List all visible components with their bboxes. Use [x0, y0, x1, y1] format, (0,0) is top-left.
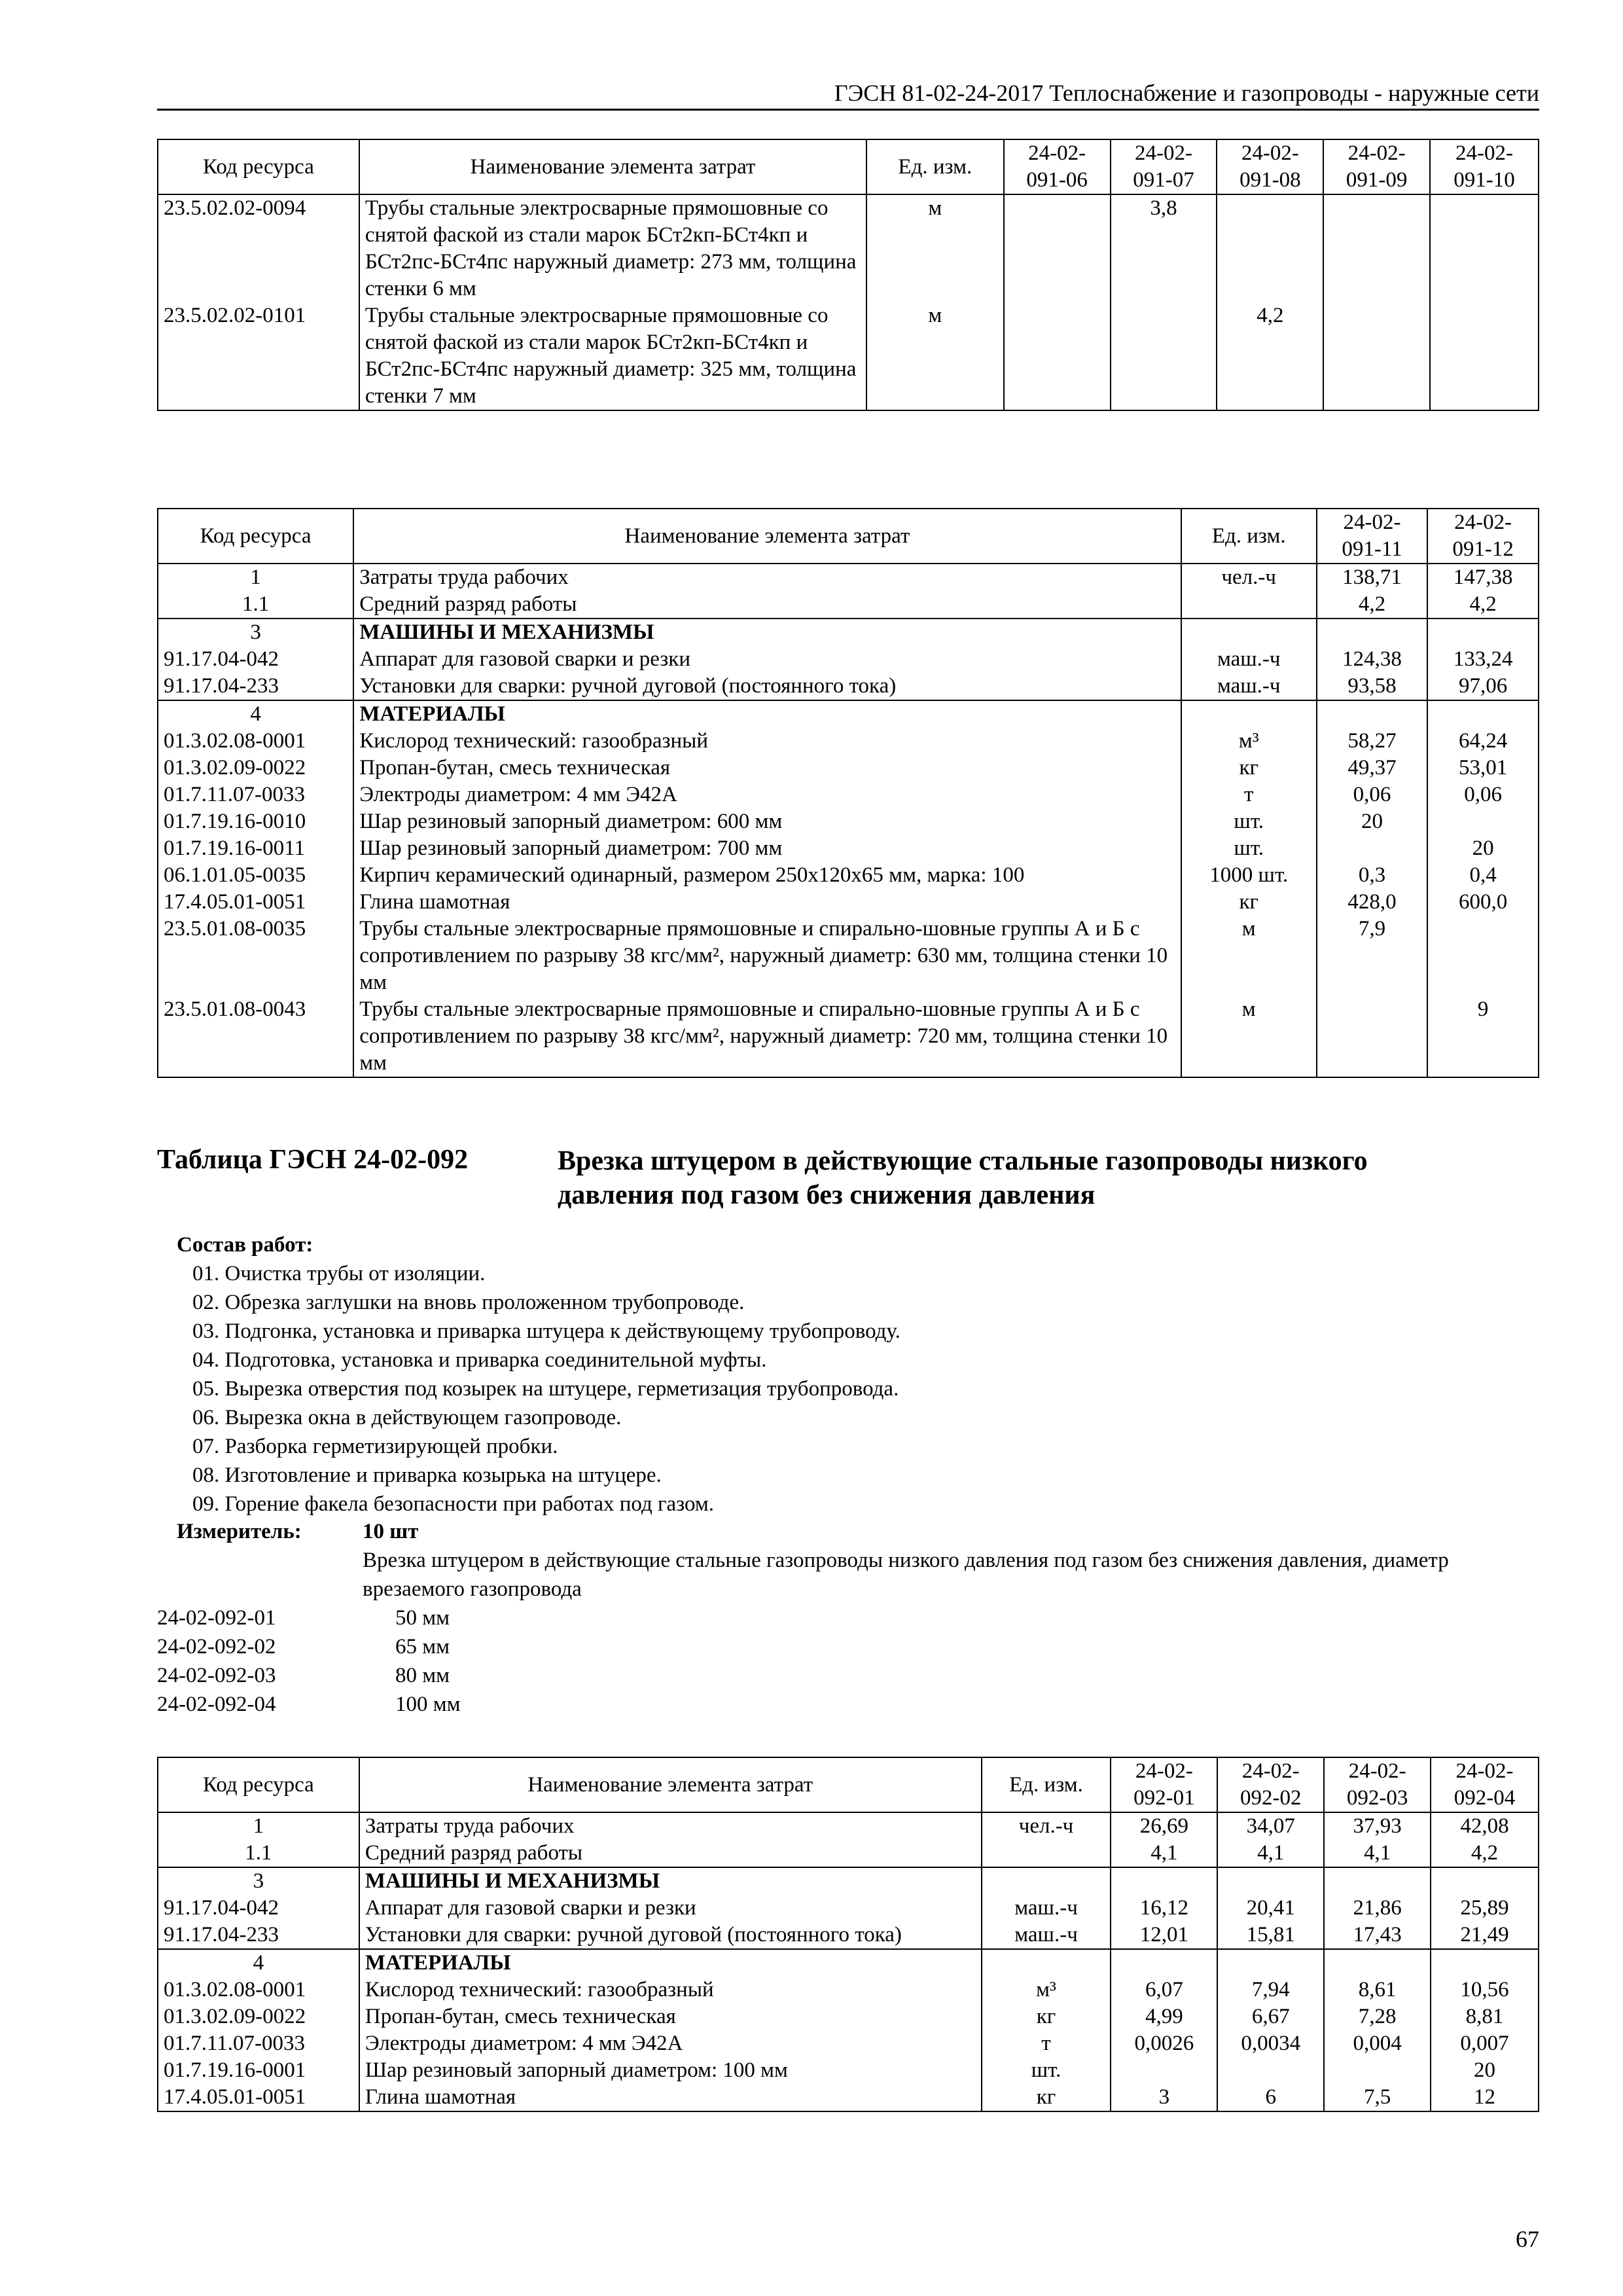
table-row — [158, 194, 1539, 302]
table-row — [158, 889, 1539, 916]
resource-value: 6,67 — [1217, 2003, 1324, 2030]
col-unit-header: Ед. изм. — [1181, 509, 1317, 564]
col-name-header: Наименование элемента затрат — [359, 139, 866, 194]
table-header-row — [158, 509, 1539, 564]
resource-unit: м³ — [1181, 728, 1317, 755]
resource-value — [1111, 1867, 1217, 1895]
col-unit-header: Ед. изм. — [982, 1757, 1111, 1812]
meter-item — [157, 1690, 1539, 1719]
resource-value: 10,56 — [1431, 1977, 1539, 2003]
resource-code: 01.3.02.09-0022 — [158, 2003, 359, 2030]
resource-value — [1427, 916, 1539, 996]
resource-value — [1323, 302, 1430, 410]
resource-value: 58,27 — [1317, 728, 1428, 755]
meter-item-value: 80 мм — [395, 1664, 450, 1687]
col-norm-header: 24-02- 091-12 — [1427, 509, 1539, 564]
resource-name: Кирпич керамический одинарный, размером 250x120x65 мм, марка: 100 — [353, 862, 1181, 889]
resource-code: 17.4.05.01-0051 — [158, 889, 353, 916]
resource-code: 17.4.05.01-0051 — [158, 2084, 359, 2111]
resource-value — [1004, 302, 1111, 410]
works-item: 03. Подгонка, установка и приварка штуцера к действующему трубопроводу. — [192, 1319, 901, 1343]
resource-unit: м — [866, 194, 1004, 302]
resource-code: 06.1.01.05-0035 — [158, 862, 353, 889]
resource-value: 6,07 — [1111, 1977, 1217, 2003]
meter-item-code: 24-02-092-03 — [157, 1664, 276, 1687]
resource-value: 16,12 — [1111, 1895, 1217, 1922]
table-row — [158, 808, 1539, 835]
resource-value: 428,0 — [1317, 889, 1428, 916]
resource-value: 8,81 — [1431, 2003, 1539, 2030]
meter-item — [157, 1604, 1539, 1632]
resource-value: 6 — [1217, 2084, 1324, 2111]
resource-unit: м³ — [982, 1977, 1111, 2003]
resource-value: 7,9 — [1317, 916, 1428, 996]
resource-value: 600,0 — [1427, 889, 1539, 916]
resource-value: 97,06 — [1427, 673, 1539, 700]
running-header: ГЭСН 81-02-24-2017 Теплоснабжение и газопроводы - наружные сети — [157, 77, 1539, 111]
resource-unit: маш.-ч — [982, 1922, 1111, 1949]
col-name-header: Наименование элемента затрат — [359, 1757, 982, 1812]
resource-value: 20,41 — [1217, 1895, 1324, 1922]
resource-value: 12,01 — [1111, 1922, 1217, 1949]
resource-name: Глина шамотная — [353, 889, 1181, 916]
col-norm-header: 24-02- 091-11 — [1317, 509, 1428, 564]
meter-item — [157, 1632, 1539, 1661]
resource-value: 0,004 — [1324, 2030, 1431, 2057]
resource-unit: маш.-ч — [1181, 673, 1317, 700]
resource-name: Установки для сварки: ручной дуговой (постоянного тока) — [359, 1922, 982, 1949]
table-row — [158, 1812, 1539, 1840]
table-row — [158, 1949, 1539, 1977]
table-row — [158, 1840, 1539, 1867]
resource-name: Кислород технический: газообразный — [359, 1977, 982, 2003]
meter-value: 10 шт — [363, 1520, 419, 1543]
table-row — [158, 1867, 1539, 1895]
resource-value: 4,1 — [1324, 1840, 1431, 1867]
resource-value: 133,24 — [1427, 646, 1539, 673]
resource-value — [1430, 194, 1539, 302]
resource-name: МАШИНЫ И МЕХАНИЗМЫ — [353, 619, 1181, 646]
resource-value — [1317, 619, 1428, 646]
page-number: 67 — [1516, 2226, 1539, 2252]
resource-code: 01.3.02.08-0001 — [158, 728, 353, 755]
table-row — [158, 916, 1539, 996]
resource-name: Установки для сварки: ручной дуговой (постоянного тока) — [353, 673, 1181, 700]
resource-value: 0,4 — [1427, 862, 1539, 889]
resource-value — [1427, 619, 1539, 646]
resource-value: 138,71 — [1317, 564, 1428, 591]
resource-unit: шт. — [1181, 808, 1317, 835]
resource-unit: шт. — [1181, 835, 1317, 862]
resource-value — [1430, 302, 1539, 410]
col-norm-header: 24-02- 091-06 — [1004, 139, 1111, 194]
resource-value: 0,007 — [1431, 2030, 1539, 2057]
meter-items — [157, 1604, 1539, 1719]
meter-description: Врезка штуцером в действующие стальные газопроводы низкого давления под газом без снижения давления, диаметр врезаемого газопровода — [363, 1549, 1449, 1601]
col-unit-header: Ед. изм. — [866, 139, 1004, 194]
resource-value: 12 — [1431, 2084, 1539, 2111]
resource-value: 8,61 — [1324, 1977, 1431, 2003]
resource-value: 25,89 — [1431, 1895, 1539, 1922]
resource-value: 53,01 — [1427, 755, 1539, 781]
resource-code: 91.17.04-233 — [158, 673, 353, 700]
resource-unit: маш.-ч — [1181, 646, 1317, 673]
resource-unit: м — [1181, 996, 1317, 1077]
table-header-row — [158, 139, 1539, 194]
resource-unit: маш.-ч — [982, 1895, 1111, 1922]
col-norm-header: 24-02- 092-02 — [1217, 1757, 1324, 1812]
resource-value: 15,81 — [1217, 1922, 1324, 1949]
resource-value — [1217, 1867, 1324, 1895]
resource-value: 20 — [1427, 835, 1539, 862]
resource-code: 4 — [158, 1949, 359, 1977]
col-code-header: Код ресурса — [158, 509, 353, 564]
resource-name: Средний разряд работы — [359, 1840, 982, 1867]
resource-name: Трубы стальные электросварные прямошовные и спирально-шовные группы А и Б с сопротивлением по разрыву 38 кгс/мм², наружный диаметр: 630 мм, толщина стенки 10 мм — [353, 916, 1181, 996]
col-norm-header: 24-02- 091-09 — [1323, 139, 1430, 194]
resource-value — [1324, 2057, 1431, 2084]
col-norm-header: 24-02- 091-08 — [1217, 139, 1323, 194]
resource-name: Пропан-бутан, смесь техническая — [353, 755, 1181, 781]
table-row — [158, 835, 1539, 862]
resource-value: 4,2 — [1317, 591, 1428, 619]
meter-item — [157, 1661, 1539, 1690]
col-code-header: Код ресурса — [158, 1757, 359, 1812]
resource-code: 4 — [158, 700, 353, 728]
resource-value — [1111, 1949, 1217, 1977]
resource-name: Пропан-бутан, смесь техническая — [359, 2003, 982, 2030]
resource-value: 42,08 — [1431, 1812, 1539, 1840]
resource-code: 01.7.19.16-0010 — [158, 808, 353, 835]
resource-value: 7,5 — [1324, 2084, 1431, 2111]
resource-value: 4,99 — [1111, 2003, 1217, 2030]
resource-value: 0,06 — [1427, 781, 1539, 808]
resource-unit: м — [1181, 916, 1317, 996]
resource-value — [1324, 1949, 1431, 1977]
table-row — [158, 646, 1539, 673]
resource-value: 4,1 — [1217, 1840, 1324, 1867]
table-row — [158, 673, 1539, 700]
resource-code: 01.7.19.16-0011 — [158, 835, 353, 862]
meter-item-value: 50 мм — [395, 1606, 450, 1630]
resource-code: 23.5.02.02-0101 — [158, 302, 359, 410]
col-name-header: Наименование элемента затрат — [353, 509, 1181, 564]
col-norm-header: 24-02- 092-04 — [1431, 1757, 1539, 1812]
resource-code: 3 — [158, 619, 353, 646]
resource-value — [1323, 194, 1430, 302]
resource-value: 0,06 — [1317, 781, 1428, 808]
resource-name: Шар резиновый запорный диаметром: 700 мм — [353, 835, 1181, 862]
resource-value: 20 — [1431, 2057, 1539, 2084]
resource-name: Аппарат для газовой сварки и резки — [359, 1895, 982, 1922]
resource-code: 01.3.02.09-0022 — [158, 755, 353, 781]
works-composition — [177, 1230, 1525, 1518]
resource-value: 0,0034 — [1217, 2030, 1324, 2057]
resource-unit — [1181, 619, 1317, 646]
works-item: 01. Очистка трубы от изоляции. — [192, 1262, 486, 1285]
resource-code: 3 — [158, 1867, 359, 1895]
resource-value: 124,38 — [1317, 646, 1428, 673]
table-row — [158, 2030, 1539, 2057]
resource-unit: кг — [982, 2084, 1111, 2111]
resource-code: 1.1 — [158, 1840, 359, 1867]
resource-value: 34,07 — [1217, 1812, 1324, 1840]
resource-code: 91.17.04-042 — [158, 646, 353, 673]
resource-code: 23.5.01.08-0043 — [158, 996, 353, 1077]
resource-value: 64,24 — [1427, 728, 1539, 755]
resource-value: 93,58 — [1317, 673, 1428, 700]
resource-value — [1317, 996, 1428, 1077]
works-item: 08. Изготовление и приварка козырька на штуцере. — [192, 1463, 662, 1487]
resource-unit: чел.-ч — [1181, 564, 1317, 591]
resource-name: МАТЕРИАЛЫ — [353, 700, 1181, 728]
resource-value: 3 — [1111, 2084, 1217, 2111]
resource-value: 21,86 — [1324, 1895, 1431, 1922]
resource-table-091-06-10 — [157, 139, 1539, 411]
resource-value: 4,1 — [1111, 1840, 1217, 1867]
table-row — [158, 2003, 1539, 2030]
works-item: 06. Вырезка окна в действующем газопроводе. — [192, 1406, 622, 1429]
resource-value: 3,8 — [1111, 194, 1217, 302]
resource-name: Трубы стальные электросварные прямошовные и спирально-шовные группы А и Б с сопротивлением по разрыву 38 кгс/мм², наружный диаметр: 720 мм, толщина стенки 10 мм — [353, 996, 1181, 1077]
resource-value: 4,2 — [1427, 591, 1539, 619]
resource-value — [1217, 2057, 1324, 2084]
resource-value: 0,0026 — [1111, 2030, 1217, 2057]
resource-name: Аппарат для газовой сварки и резки — [353, 646, 1181, 673]
resource-value — [1111, 302, 1217, 410]
table-row — [158, 700, 1539, 728]
resource-code: 01.7.19.16-0001 — [158, 2057, 359, 2084]
table-name: Врезка штуцером в действующие стальные газопроводы низкого давления под газом без снижения давления — [558, 1146, 1368, 1210]
resource-name: Электроды диаметром: 4 мм Э42А — [359, 2030, 982, 2057]
works-item: 02. Обрезка заглушки на вновь проложенном трубопроводе. — [192, 1291, 745, 1314]
col-norm-header: 24-02- 092-01 — [1111, 1757, 1217, 1812]
resource-value: 17,43 — [1324, 1922, 1431, 1949]
resource-name: Трубы стальные электросварные прямошовные со снятой фаской из стали марок БСт2кп-БСт4кп и БСт2пс-БСт4пс наружный диаметр: 273 мм, толщина стенки 6 мм — [359, 194, 866, 302]
resource-unit: кг — [1181, 889, 1317, 916]
table-row — [158, 996, 1539, 1077]
resource-value: 20 — [1317, 808, 1428, 835]
resource-code: 1.1 — [158, 591, 353, 619]
table-header-row — [158, 1757, 1539, 1812]
resource-value — [1427, 700, 1539, 728]
works-item: 04. Подготовка, установка и приварка соединительной муфты. — [192, 1348, 767, 1372]
resource-unit: 1000 шт. — [1181, 862, 1317, 889]
resource-value — [1427, 808, 1539, 835]
resource-code: 01.7.11.07-0033 — [158, 2030, 359, 2057]
resource-name: Электроды диаметром: 4 мм Э42А — [353, 781, 1181, 808]
resource-unit: кг — [1181, 755, 1317, 781]
col-norm-header: 24-02- 091-10 — [1430, 139, 1539, 194]
resource-name: Шар резиновый запорный диаметром: 600 мм — [353, 808, 1181, 835]
resource-code: 91.17.04-233 — [158, 1922, 359, 1949]
resource-name: Кислород технический: газообразный — [353, 728, 1181, 755]
resource-name: МАШИНЫ И МЕХАНИЗМЫ — [359, 1867, 982, 1895]
resource-name: МАТЕРИАЛЫ — [359, 1949, 982, 1977]
resource-unit: м — [866, 302, 1004, 410]
resource-value: 0,3 — [1317, 862, 1428, 889]
resource-unit: шт. — [982, 2057, 1111, 2084]
col-norm-header: 24-02- 091-07 — [1111, 139, 1217, 194]
col-norm-header: 24-02- 092-03 — [1324, 1757, 1431, 1812]
meter-block — [157, 1517, 1539, 1719]
resource-table-091-11-12 — [157, 508, 1539, 1078]
meter-label: Измеритель: — [177, 1520, 302, 1543]
resource-name: Затраты труда рабочих — [359, 1812, 982, 1840]
resource-value: 7,94 — [1217, 1977, 1324, 2003]
table-row — [158, 591, 1539, 619]
resource-value — [1431, 1867, 1539, 1895]
table-row — [158, 755, 1539, 781]
resource-value: 21,49 — [1431, 1922, 1539, 1949]
resource-value: 7,28 — [1324, 2003, 1431, 2030]
meter-item-value: 100 мм — [395, 1693, 461, 1716]
resource-value: 26,69 — [1111, 1812, 1217, 1840]
resource-table-092 — [157, 1757, 1539, 2112]
resource-code: 23.5.02.02-0094 — [158, 194, 359, 302]
resource-value — [1324, 1867, 1431, 1895]
resource-value — [1004, 194, 1111, 302]
resource-code: 91.17.04-042 — [158, 1895, 359, 1922]
resource-unit — [1181, 591, 1317, 619]
resource-value — [1431, 1949, 1539, 1977]
meter-item-code: 24-02-092-01 — [157, 1606, 276, 1630]
resource-code: 1 — [158, 564, 353, 591]
resource-unit: т — [1181, 781, 1317, 808]
resource-unit: кг — [982, 2003, 1111, 2030]
resource-value — [1317, 835, 1428, 862]
resource-value: 4,2 — [1217, 302, 1323, 410]
resource-code: 01.7.11.07-0033 — [158, 781, 353, 808]
resource-value — [1317, 700, 1428, 728]
resource-code: 01.3.02.08-0001 — [158, 1977, 359, 2003]
table-row — [158, 1895, 1539, 1922]
resource-value: 147,38 — [1427, 564, 1539, 591]
resource-value: 49,37 — [1317, 755, 1428, 781]
works-label: Состав работ: — [177, 1233, 313, 1257]
table-row — [158, 2084, 1539, 2111]
resource-unit: т — [982, 2030, 1111, 2057]
resource-name: Средний разряд работы — [353, 591, 1181, 619]
table-row — [158, 564, 1539, 591]
table-row — [158, 619, 1539, 646]
table-row — [158, 302, 1539, 410]
resource-value — [1217, 1949, 1324, 1977]
resource-unit: чел.-ч — [982, 1812, 1111, 1840]
works-item: 05. Вырезка отверстия под козырек на штуцере, герметизация трубопровода. — [192, 1377, 899, 1401]
table-row — [158, 862, 1539, 889]
meter-item-code: 24-02-092-04 — [157, 1693, 276, 1716]
table-row — [158, 1977, 1539, 2003]
resource-name: Трубы стальные электросварные прямошовные со снятой фаской из стали марок БСт2кп-БСт4кп и БСт2пс-БСт4пс наружный диаметр: 325 мм, толщина стенки 7 мм — [359, 302, 866, 410]
resource-value — [1217, 194, 1323, 302]
table-number: Таблица ГЭСН 24-02-092 — [157, 1145, 469, 1175]
resource-unit — [1181, 700, 1317, 728]
meter-item-code: 24-02-092-02 — [157, 1635, 276, 1659]
resource-unit — [982, 1949, 1111, 1977]
resource-unit — [982, 1867, 1111, 1895]
resource-name: Затраты труда рабочих — [353, 564, 1181, 591]
resource-value: 9 — [1427, 996, 1539, 1077]
works-item: 09. Горение факела безопасности при работах под газом. — [192, 1492, 715, 1516]
resource-code: 1 — [158, 1812, 359, 1840]
table-row — [158, 1922, 1539, 1949]
resource-value: 4,2 — [1431, 1840, 1539, 1867]
works-item: 07. Разборка герметизирующей пробки. — [192, 1435, 558, 1458]
resource-value: 37,93 — [1324, 1812, 1431, 1840]
table-row — [158, 781, 1539, 808]
table-row — [158, 2057, 1539, 2084]
meter-item-value: 65 мм — [395, 1635, 450, 1659]
resource-value — [1111, 2057, 1217, 2084]
resource-name: Шар резиновый запорный диаметром: 100 мм — [359, 2057, 982, 2084]
resource-unit — [982, 1840, 1111, 1867]
col-code-header: Код ресурса — [158, 139, 359, 194]
table-row — [158, 728, 1539, 755]
resource-code: 23.5.01.08-0035 — [158, 916, 353, 996]
works-list — [177, 1259, 1525, 1518]
resource-name: Глина шамотная — [359, 2084, 982, 2111]
